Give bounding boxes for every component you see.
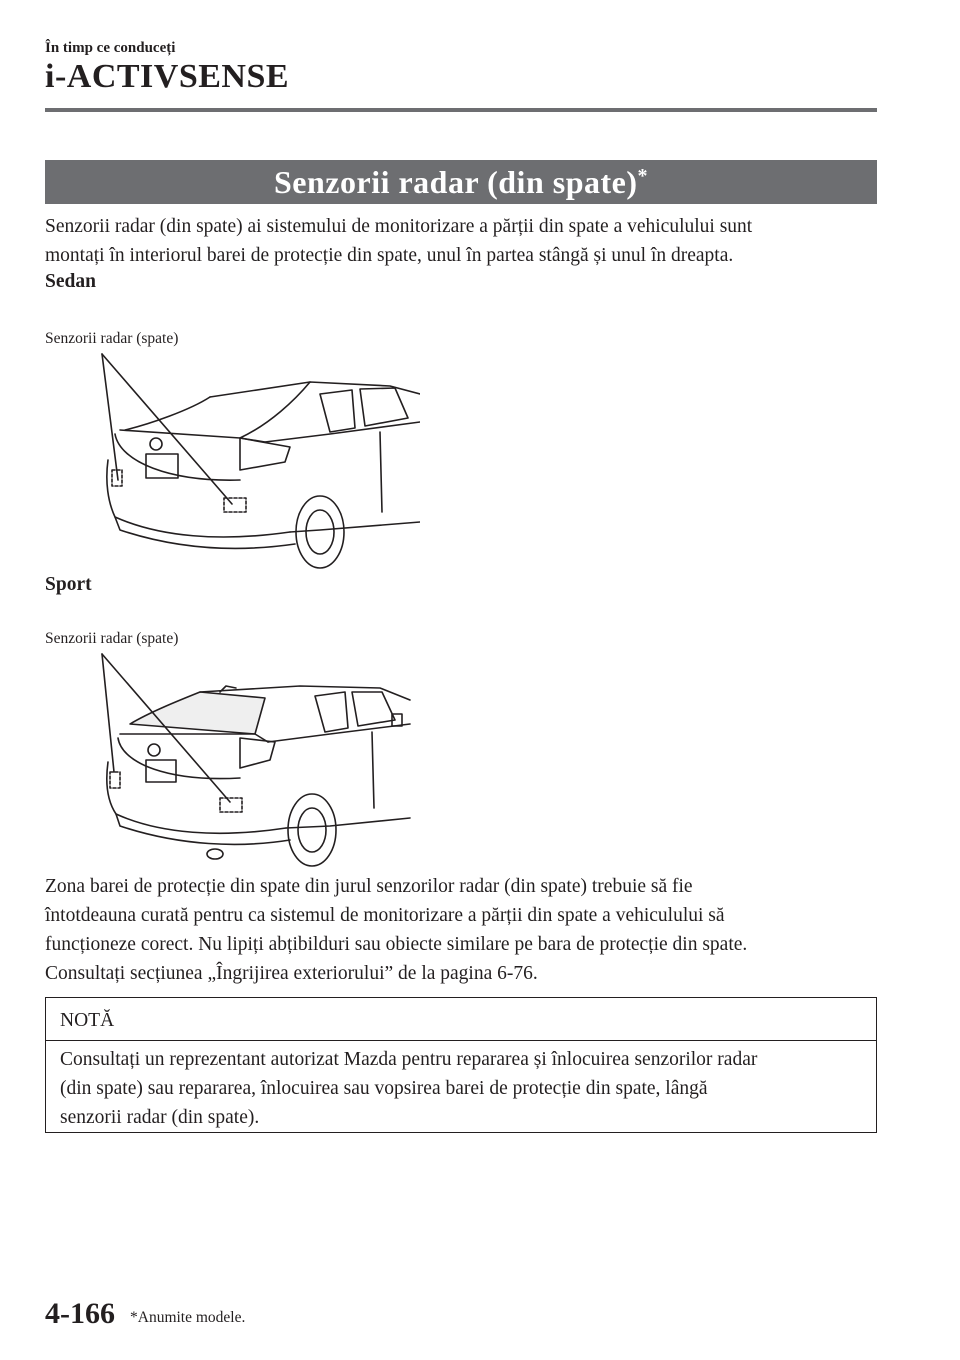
note-title: NOTĂ [46,998,876,1041]
intro-paragraph [45,212,877,270]
callout-leader-line [102,654,114,772]
chapter-title: În timp ce conduceți [45,40,176,56]
note-line: Consultați un reprezentant autorizat Mazda pentru repararea și înlocuirea senzorilor radar [60,1049,758,1070]
note-line: (din spate) sau repararea, înlocuirea sau vopsirea barei de protecție din spate, lângă [60,1078,708,1099]
body-line: funcționeze corect. Nu lipiți abțibilduri sau obiecte similare pe bara de protecție din spate. [45,934,748,955]
intro-line: Senzorii radar (din spate) ai sistemului de monitorizare a părții din spate a vehiculului sunt [45,216,753,237]
sedan-rear-illustration [90,352,420,572]
sport-rear-illustration [90,652,420,872]
note-line: senzorii radar (din spate). [60,1107,260,1128]
figure-heading-sport: Sport [45,574,92,595]
note-box [45,997,877,1133]
header-rule [45,108,877,112]
note-text [46,1041,876,1132]
body-paragraph [45,872,877,988]
figure-callout-sedan: Senzorii radar (spate) [45,330,179,347]
banner-title: Senzorii radar (din spate) [273,163,638,200]
footnote: *Anumite modele. [130,1309,246,1326]
figure-heading-sedan: Sedan [45,271,96,292]
body-line: Zona barei de protecție din spate din jurul senzorilor radar (din spate) trebuie să fie [45,876,693,897]
topic-banner [45,160,877,204]
body-line: întotdeauna curată pentru ca sistemul de monitorizare a părții din spate a vehiculului să [45,905,725,926]
section-title: i-ACTIVSENSE [45,58,290,95]
body-line: Consultați secțiunea „Îngrijirea exteriorului” de la pagina 6-76. [45,963,538,984]
intro-line: montați în interiorul barei de protecție din spate, unul în partea stângă și unul în dreapta. [45,245,734,266]
banner-asterisk: * [637,164,648,187]
figure-callout-sport: Senzorii radar (spate) [45,630,179,647]
page-number: 4-166 [45,1297,115,1330]
callout-leader-line [102,354,118,480]
